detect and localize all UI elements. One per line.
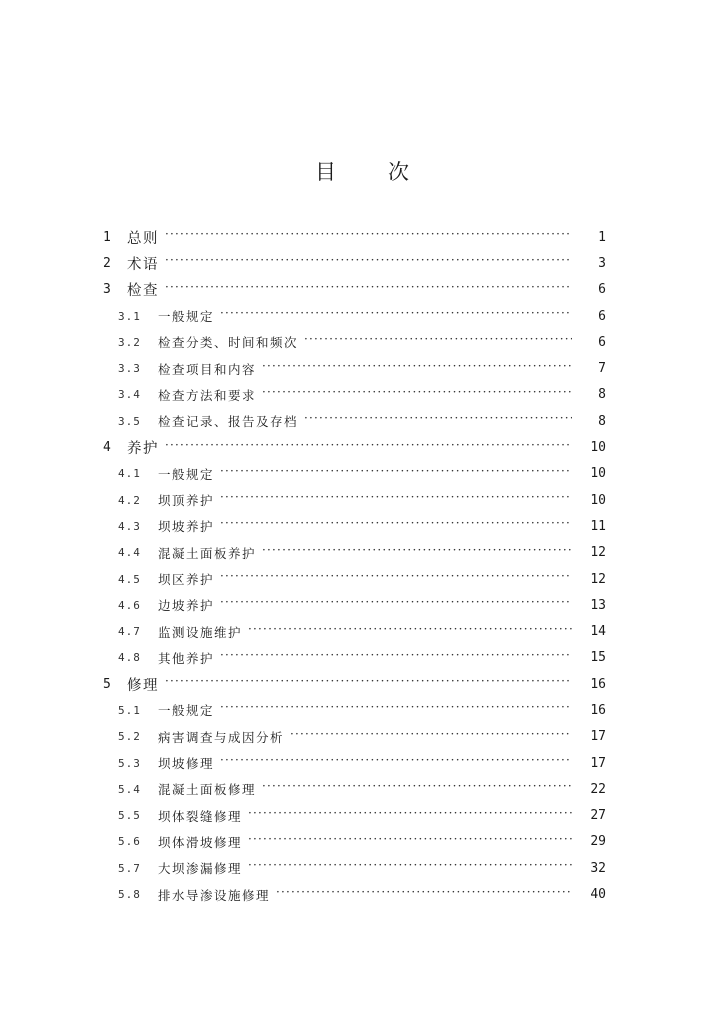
toc-entry-number: 5.3 [118,756,141,770]
toc-entry-label: 养护 [127,441,159,458]
toc-dot-leader [165,230,572,244]
toc-entry-label: 坝体裂缝修理 [158,808,243,824]
toc-section-entry[interactable] [0,697,724,723]
table-of-contents [0,224,724,908]
toc-entry-page: 17 [590,755,606,771]
toc-entry-label: 一般规定 [158,466,215,482]
toc-entry-number: 3 [103,282,111,298]
toc-entry-number: 4 [103,440,111,456]
toc-section-entry[interactable] [0,750,724,776]
toc-entry-number: 4.6 [118,598,141,612]
toc-section-entry[interactable] [0,724,724,750]
toc-entry-number: 3.5 [118,414,141,428]
toc-entry-label: 检查分类、时间和频次 [158,335,299,351]
toc-entry-page: 16 [590,702,606,718]
toc-chapter-entry[interactable] [0,671,724,697]
toc-entry-page: 13 [590,597,606,613]
toc-entry-number: 3.4 [118,388,141,402]
toc-entry-label: 坝坡修理 [158,756,215,772]
toc-dot-leader [165,256,572,270]
toc-entry-number: 4.1 [118,467,141,481]
toc-entry-number: 5.6 [118,835,141,849]
toc-section-entry[interactable] [0,408,724,434]
toc-entry-label: 其他养护 [158,650,215,666]
toc-entry-number: 5.2 [118,730,141,744]
toc-entry-label: 修理 [127,677,159,694]
title-char-1: 目 [315,160,336,184]
toc-entry-label: 检查记录、报告及存档 [158,414,299,430]
toc-entry-page: 10 [590,440,606,456]
toc-dot-leader [165,283,572,297]
toc-section-entry[interactable] [0,566,724,592]
toc-entry-page: 6 [598,308,606,324]
toc-entry-number: 4.4 [118,546,141,560]
toc-section-entry[interactable] [0,461,724,487]
toc-section-entry[interactable] [0,855,724,881]
toc-entry-number: 3.1 [118,309,141,323]
toc-dot-leader [262,388,572,402]
toc-entry-page: 12 [590,571,606,587]
toc-entry-page: 8 [598,413,606,429]
toc-section-entry[interactable] [0,881,724,907]
toc-section-entry[interactable] [0,829,724,855]
toc-entry-number: 4.2 [118,493,141,507]
toc-entry-label: 边坡养护 [158,598,215,614]
toc-section-entry[interactable] [0,382,724,408]
toc-dot-leader [262,782,572,796]
toc-dot-leader [220,651,572,665]
toc-entry-label: 一般规定 [158,703,215,719]
toc-section-entry[interactable] [0,303,724,329]
toc-entry-label: 混凝土面板养护 [158,545,257,561]
toc-dot-leader [262,546,572,560]
toc-entry-number: 4.7 [118,625,141,639]
toc-dot-leader [220,519,572,533]
toc-entry-page: 6 [598,334,606,350]
toc-entry-page: 6 [598,282,606,298]
toc-entry-page: 32 [590,860,606,876]
title-char-2: 次 [388,160,409,184]
toc-entry-label: 大坝渗漏修理 [158,861,243,877]
toc-dot-leader [276,888,572,902]
toc-entry-number: 5.5 [118,809,141,823]
toc-dot-leader [220,703,572,717]
toc-entry-number: 5.1 [118,703,141,717]
toc-entry-number: 3.3 [118,362,141,376]
toc-entry-label: 监测设施维护 [158,624,243,640]
toc-chapter-entry[interactable] [0,277,724,303]
toc-dot-leader [220,572,572,586]
toc-entry-number: 4.5 [118,572,141,586]
toc-entry-label: 病害调查与成因分析 [158,729,285,745]
toc-chapter-entry[interactable] [0,224,724,250]
toc-entry-label: 混凝土面板修理 [158,782,257,798]
toc-entry-number: 5.8 [118,888,141,902]
toc-section-entry[interactable] [0,540,724,566]
toc-dot-leader [248,625,572,639]
toc-dot-leader [262,362,572,376]
toc-entry-page: 29 [590,834,606,850]
toc-section-entry[interactable] [0,803,724,829]
toc-dot-leader [290,730,572,744]
toc-entry-label: 坝区养护 [158,572,215,587]
toc-dot-leader [220,756,572,770]
toc-entry-page: 15 [590,650,606,666]
toc-section-entry[interactable] [0,645,724,671]
toc-entry-number: 5.7 [118,861,141,875]
toc-entry-number: 4.8 [118,651,141,665]
toc-entry-label: 坝顶养护 [158,493,215,509]
toc-dot-leader [165,441,572,455]
toc-entry-page: 8 [598,387,606,403]
toc-entry-label: 坝体滑坡修理 [158,834,243,850]
toc-entry-page: 1 [598,229,606,245]
toc-entry-label: 总则 [127,230,159,247]
toc-dot-leader [220,309,572,323]
toc-entry-page: 10 [590,466,606,482]
toc-chapter-entry[interactable] [0,434,724,460]
toc-entry-label: 坝坡养护 [158,519,215,535]
toc-entry-page: 14 [590,624,606,640]
toc-entry-number: 5 [103,676,111,692]
toc-entry-label: 检查方法和要求 [158,387,257,403]
toc-section-entry[interactable] [0,776,724,802]
toc-entry-label: 一般规定 [158,309,215,325]
page-title [0,156,724,186]
toc-section-entry[interactable] [0,513,724,539]
toc-dot-leader [248,861,572,875]
toc-dot-leader [165,677,572,691]
toc-dot-leader [248,809,572,823]
toc-entry-page: 22 [590,781,606,797]
toc-entry-label: 排水导渗设施修理 [158,887,271,903]
toc-section-entry[interactable] [0,487,724,513]
toc-entry-number: 2 [103,255,111,271]
toc-entry-page: 11 [590,518,606,534]
toc-entry-page: 27 [590,808,606,824]
toc-dot-leader [220,598,572,612]
toc-section-entry[interactable] [0,329,724,355]
toc-entry-number: 3.2 [118,335,141,349]
toc-dot-leader [304,335,572,349]
toc-dot-leader [220,493,572,507]
toc-section-entry[interactable] [0,618,724,644]
toc-section-entry[interactable] [0,592,724,618]
toc-section-entry[interactable] [0,355,724,381]
toc-entry-page: 10 [590,492,606,508]
toc-entry-label: 检查 [127,283,159,300]
toc-entry-number: 4.3 [118,519,141,533]
toc-entry-label: 术语 [127,256,159,273]
toc-entry-page: 7 [598,361,606,377]
toc-dot-leader [304,414,572,428]
toc-entry-number: 1 [103,229,111,245]
toc-dot-leader [220,467,572,481]
toc-entry-label: 检查项目和内容 [158,361,257,377]
toc-entry-page: 17 [590,729,606,745]
toc-dot-leader [248,835,572,849]
toc-entry-number: 5.4 [118,782,141,796]
toc-entry-page: 12 [590,545,606,561]
toc-entry-page: 16 [590,676,606,692]
toc-entry-page: 40 [590,887,606,903]
toc-entry-page: 3 [598,255,606,271]
toc-chapter-entry[interactable] [0,250,724,276]
